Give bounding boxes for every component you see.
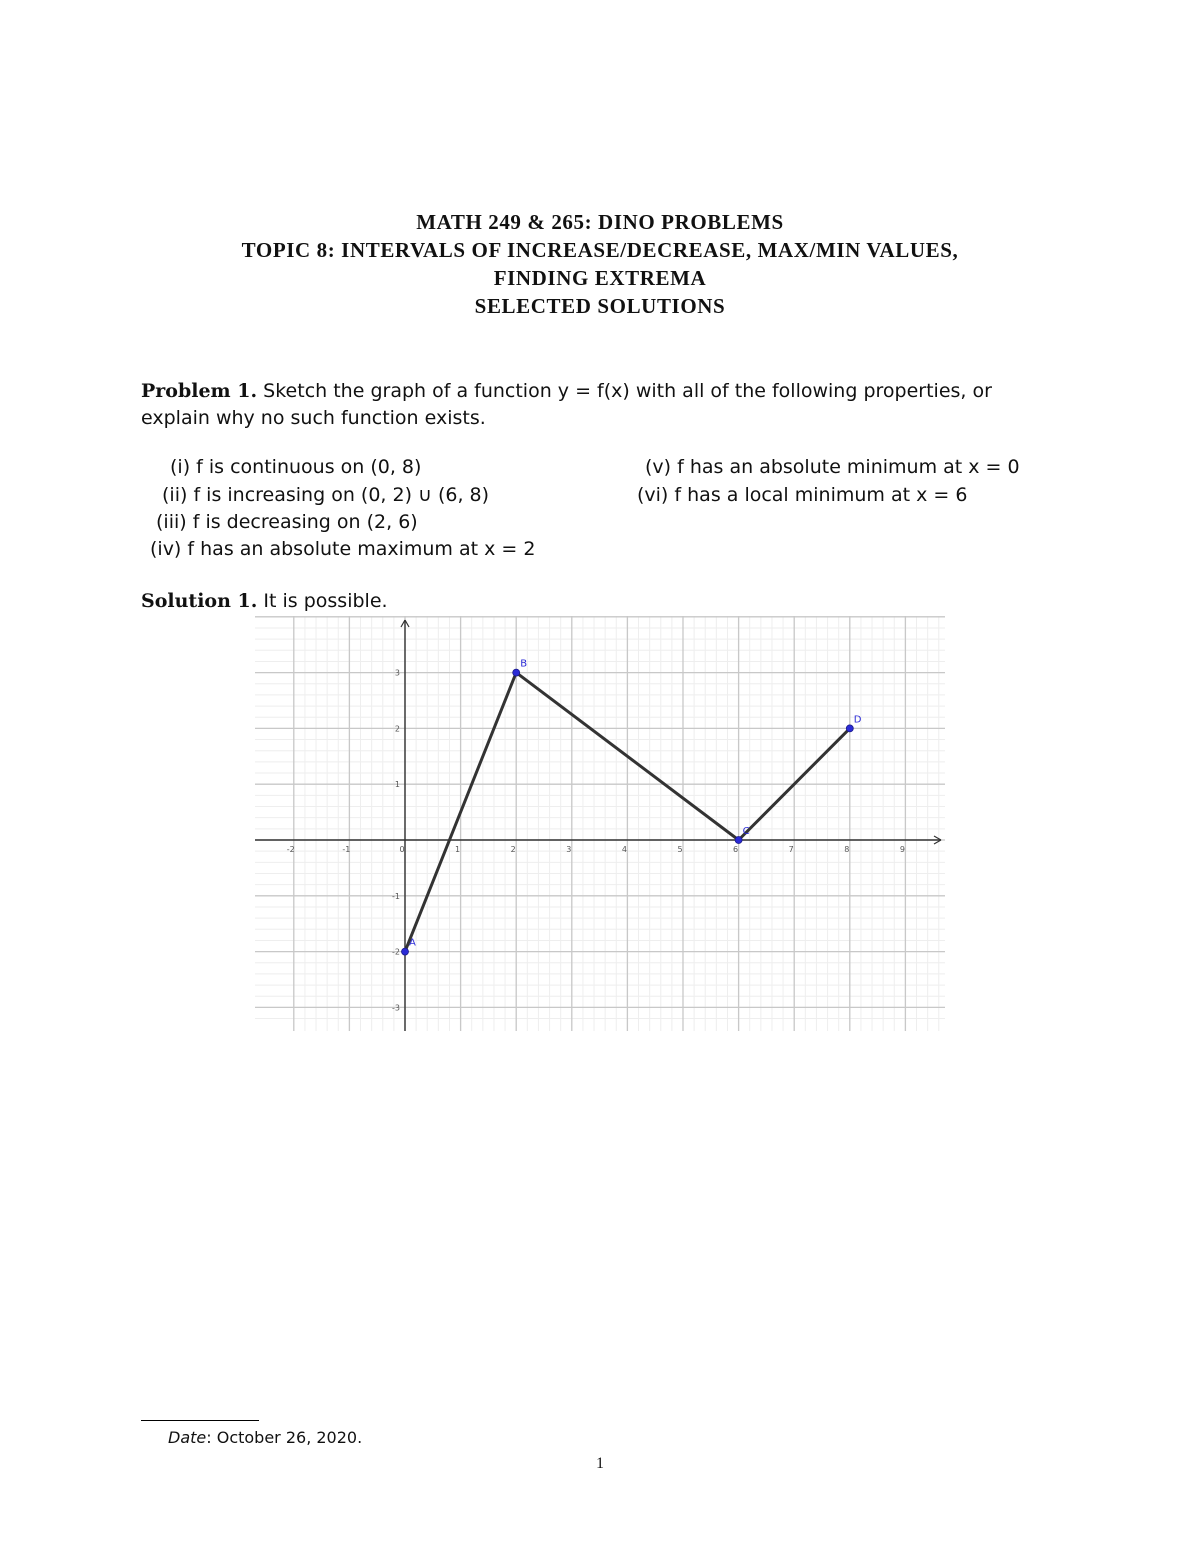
- x-tick-label: 4: [621, 845, 627, 854]
- x-tick-label: -1: [342, 845, 351, 854]
- point-label-b: B: [520, 658, 528, 670]
- y-tick-label: -1: [392, 891, 400, 901]
- point-label-d: D: [853, 714, 862, 726]
- property-item: (vi) f has a local minimum at x = 6: [637, 484, 968, 506]
- property-item: (iii) f is decreasing on (2, 6): [156, 511, 418, 533]
- point-d: [846, 725, 853, 732]
- page-number: 1: [596, 1455, 604, 1472]
- y-tick-label: 3: [394, 668, 400, 678]
- title-line-3: FINDING EXTREMA: [493, 266, 707, 290]
- title-line-2: TOPIC 8: INTERVALS OF INCREASE/DECREASE, MAX/MIN VALUES,: [241, 238, 959, 262]
- property-item: (iv) f has an absolute maximum at x = 2: [150, 538, 536, 560]
- y-tick-label: -2: [392, 947, 400, 957]
- problem-statement: [141, 378, 1061, 432]
- title-line-1: MATH 249 & 265: DINO PROBLEMS: [416, 210, 784, 234]
- title-line-4: SELECTED SOLUTIONS: [474, 294, 726, 318]
- x-tick-label: 3: [566, 845, 572, 854]
- x-tick-label: 0: [399, 845, 405, 854]
- function-graph: [255, 616, 945, 1031]
- point-label-a: A: [409, 937, 416, 949]
- y-tick-label: 2: [394, 724, 400, 734]
- footnote-text: : October 26, 2020.: [206, 1428, 363, 1447]
- x-tick-label: 9: [899, 845, 905, 854]
- point-a: [402, 948, 409, 955]
- footnote-divider: [141, 1420, 259, 1421]
- point-b: [513, 669, 520, 676]
- property-item: (v) f has an absolute minimum at x = 0: [645, 456, 1020, 478]
- x-tick-label: 2: [510, 845, 516, 854]
- footnote-label: Date: [168, 1428, 207, 1447]
- y-tick-label: 1: [394, 780, 400, 790]
- footnote: [168, 1428, 362, 1447]
- property-item: (i) f is continuous on (0, 8): [170, 456, 422, 478]
- page-title: [0, 208, 1200, 320]
- x-tick-label: 1: [455, 845, 461, 854]
- point-label-c: C: [742, 826, 750, 837]
- x-tick-label: -2: [286, 845, 295, 854]
- y-tick-label: -3: [392, 1003, 400, 1013]
- solution-text: It is possible.: [263, 590, 388, 612]
- problem-text: Sketch the graph of a function y = f(x) with all of the following properties, or explain why no such function exists.: [141, 380, 992, 429]
- solution-statement: [141, 588, 388, 615]
- x-tick-label: 7: [788, 845, 794, 854]
- property-item: (ii) f is increasing on (0, 2) ∪ (6, 8): [162, 484, 490, 506]
- solution-label: Solution 1.: [141, 590, 258, 612]
- point-c: [735, 837, 742, 844]
- x-tick-label: 5: [677, 845, 683, 854]
- x-tick-label: 8: [844, 845, 850, 854]
- x-tick-label: 6: [733, 845, 739, 854]
- problem-label: Problem 1.: [141, 380, 258, 402]
